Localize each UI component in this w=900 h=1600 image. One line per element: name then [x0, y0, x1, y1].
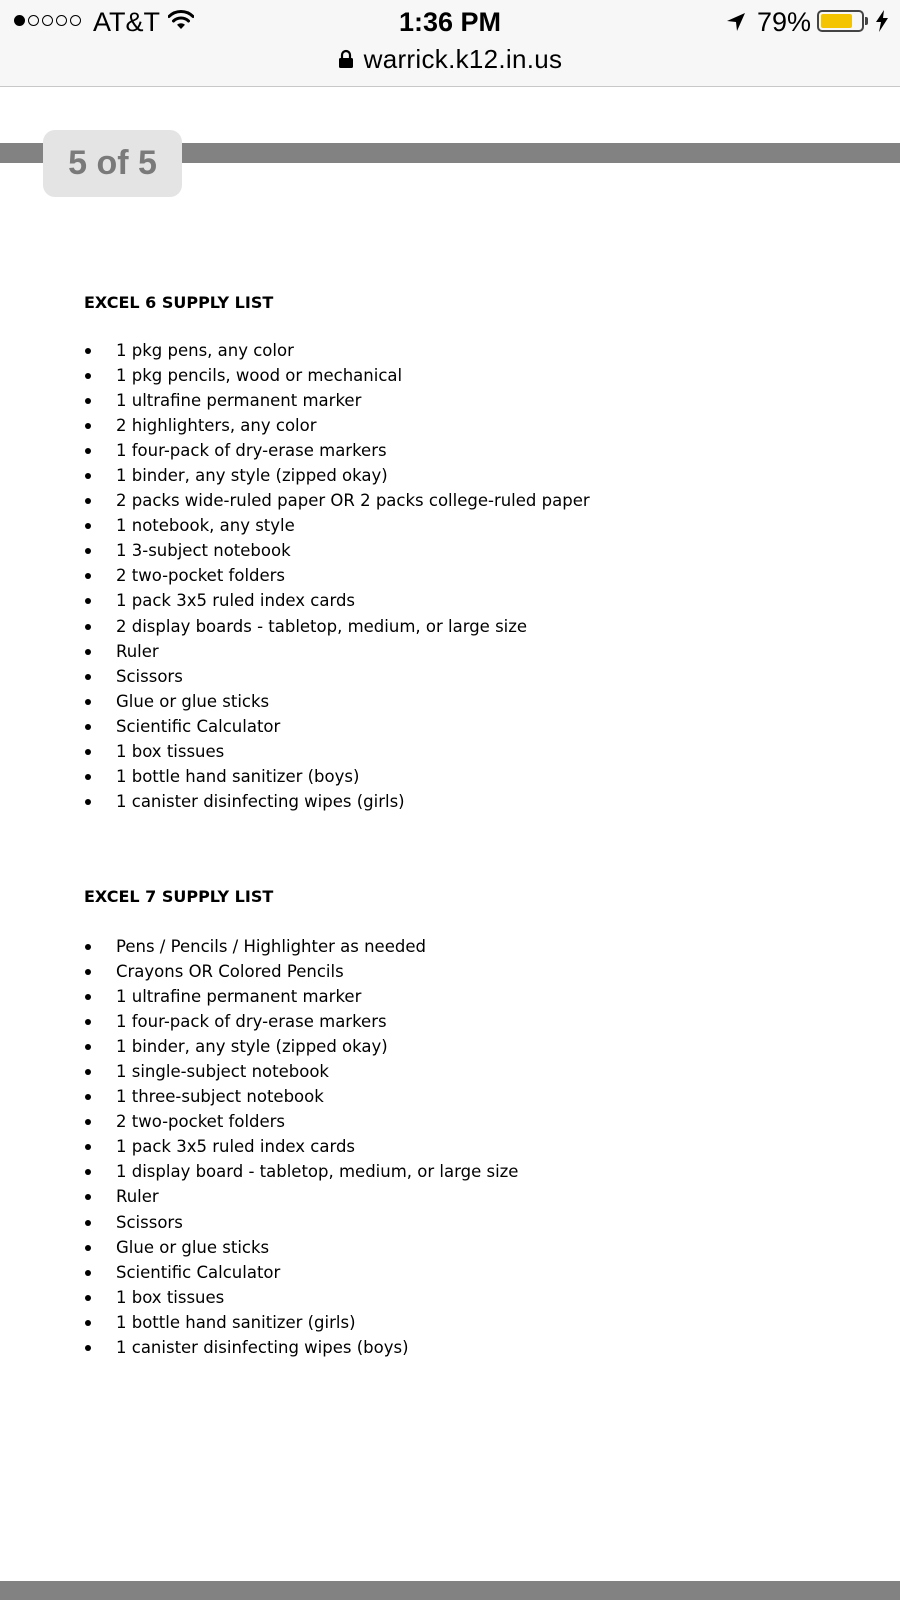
bullet-icon [85, 1069, 91, 1075]
bullet-icon [85, 373, 91, 379]
bullet-icon [85, 1019, 91, 1025]
battery-level-fill [821, 14, 852, 28]
bullet-icon [85, 1094, 91, 1100]
bullet-icon [85, 749, 91, 755]
bullet-icon [85, 1270, 91, 1276]
list-item [84, 1084, 518, 1109]
list-item [84, 1285, 518, 1310]
status-bar [0, 0, 900, 44]
list-item [84, 714, 590, 739]
list-item [84, 1260, 518, 1285]
bullet-icon [85, 1295, 91, 1301]
list-item-text: Scientific Calculator [116, 1262, 281, 1282]
bullet-icon [85, 969, 91, 975]
list-item [84, 689, 590, 714]
bullet-icon [85, 1345, 91, 1351]
list-item-text: 1 four-pack of dry-erase markers [116, 441, 387, 461]
bullet-icon [85, 473, 91, 479]
list-item [84, 538, 590, 563]
list-item-text: 1 pack 3x5 ruled index cards [116, 1137, 356, 1157]
list-item [84, 438, 590, 463]
list-item-text: 1 3-subject notebook [116, 541, 291, 561]
bullet-icon [85, 523, 91, 529]
list-item [84, 488, 590, 513]
battery-tip [865, 17, 868, 25]
bullet-icon [85, 548, 91, 554]
list-item [84, 664, 590, 689]
bullet-icon [85, 423, 91, 429]
bullet-icon [85, 1194, 91, 1200]
bullet-icon [85, 649, 91, 655]
bullet-icon [85, 398, 91, 404]
bullet-icon [85, 598, 91, 604]
bullet-icon [85, 448, 91, 454]
list-item-text: 1 canister disinfecting wipes (girls) [116, 791, 405, 811]
battery-icon [817, 10, 864, 32]
list-item-text: 1 single-subject notebook [116, 1062, 329, 1082]
list-item [84, 789, 590, 814]
list-item [84, 1184, 518, 1209]
list-item-text: 1 display board - tabletop, medium, or large size [116, 1162, 519, 1182]
list-item [84, 463, 590, 488]
list-item-text: Crayons OR Colored Pencils [116, 962, 344, 982]
bullet-icon [85, 699, 91, 705]
list-item-text: 2 display boards - tabletop, medium, or large size [116, 616, 528, 636]
list-item [84, 764, 590, 789]
bullet-icon [85, 624, 91, 630]
bullet-icon [85, 1169, 91, 1175]
list-item-text: Glue or glue sticks [116, 1237, 270, 1257]
bullet-icon [85, 724, 91, 730]
list-item [84, 1134, 518, 1159]
list-item [84, 1335, 518, 1360]
lock-icon [338, 49, 354, 69]
carrier-name: AT&T [93, 7, 160, 37]
list-item-text: Ruler [116, 1187, 159, 1207]
pdf-page-separator-bottom [0, 1581, 900, 1600]
list-item-text: Ruler [116, 641, 159, 661]
list-item-text: 1 ultrafine permanent marker [116, 391, 362, 411]
bullet-icon [85, 1220, 91, 1226]
location-arrow-icon [726, 12, 746, 37]
list-item-text: 1 box tissues [116, 1287, 225, 1307]
bullet-icon [85, 348, 91, 354]
list-item-text: 1 bottle hand sanitizer (girls) [116, 1312, 356, 1332]
charging-bolt-icon [876, 10, 888, 37]
list-item [84, 1310, 518, 1335]
list-item [84, 639, 590, 664]
list-item-text: 2 highlighters, any color [116, 416, 317, 436]
list-item [84, 388, 590, 413]
list-item [84, 934, 518, 959]
list-item-text: 1 four-pack of dry-erase markers [116, 1012, 387, 1032]
bullet-icon [85, 1119, 91, 1125]
list-item-text: Scientific Calculator [116, 716, 281, 736]
list-item-text: Pens / Pencils / Highlighter as needed [116, 937, 426, 956]
list-item [84, 413, 590, 438]
list-item [84, 1059, 518, 1084]
list-item-text: 1 notebook, any style [116, 516, 295, 536]
bullet-icon [85, 1044, 91, 1050]
list-item-text: Glue or glue sticks [116, 691, 270, 711]
list-item [84, 959, 518, 984]
bullet-icon [85, 799, 91, 805]
list-item [84, 588, 590, 613]
page-indicator: 5 of 5 [43, 130, 182, 197]
bullet-icon [85, 1245, 91, 1251]
list-item [84, 1109, 518, 1134]
bullet-icon [85, 674, 91, 680]
list-item-text: 1 bottle hand sanitizer (boys) [116, 766, 360, 786]
list-item [84, 739, 590, 764]
browser-chrome [0, 0, 900, 87]
list-item [84, 563, 590, 588]
list-item-text: 1 pkg pens, any color [116, 341, 294, 360]
list-item-text: 1 binder, any style (zipped okay) [116, 466, 388, 486]
list-item-text: 1 pack 3x5 ruled index cards [116, 591, 356, 611]
list-item [84, 1159, 518, 1184]
list-item-text: Scissors [116, 1212, 183, 1232]
bullet-icon [85, 944, 91, 950]
list-item-text: 1 binder, any style (zipped okay) [116, 1037, 388, 1057]
supply-list-excel-6 [84, 338, 590, 814]
clock: 1:36 PM [398, 7, 502, 37]
battery-percentage: 79% [757, 7, 812, 37]
bullet-icon [85, 573, 91, 579]
list-item [84, 1210, 518, 1235]
list-item [84, 1235, 518, 1260]
list-item-text: 1 ultrafine permanent marker [116, 987, 362, 1007]
list-item-text: 2 two-pocket folders [116, 566, 286, 586]
list-item [84, 513, 590, 538]
list-item-text: 1 pkg pencils, wood or mechanical [116, 366, 403, 386]
url-text[interactable]: warrick.k12.in.us [363, 44, 563, 74]
url-bar[interactable] [0, 42, 900, 76]
section-heading-excel-6: EXCEL 6 SUPPLY LIST [84, 293, 274, 312]
list-item-text: 1 canister disinfecting wipes (boys) [116, 1337, 409, 1357]
list-item-text: 2 packs wide-ruled paper OR 2 packs college-ruled paper [116, 491, 590, 511]
list-item [84, 984, 518, 1009]
list-item-text: 2 two-pocket folders [116, 1112, 286, 1132]
bullet-icon [85, 498, 91, 504]
supply-list-excel-7 [84, 934, 518, 1360]
list-item-text: Scissors [116, 666, 183, 686]
list-item [84, 363, 590, 388]
list-item [84, 614, 590, 639]
bullet-icon [85, 1320, 91, 1326]
list-item-text: 1 three-subject notebook [116, 1087, 324, 1107]
list-item [84, 1034, 518, 1059]
list-item [84, 338, 590, 363]
list-item [84, 1009, 518, 1034]
bullet-icon [85, 1144, 91, 1150]
section-heading-excel-7: EXCEL 7 SUPPLY LIST [84, 887, 274, 906]
bullet-icon [85, 774, 91, 780]
bullet-icon [85, 994, 91, 1000]
list-item-text: 1 box tissues [116, 741, 225, 761]
